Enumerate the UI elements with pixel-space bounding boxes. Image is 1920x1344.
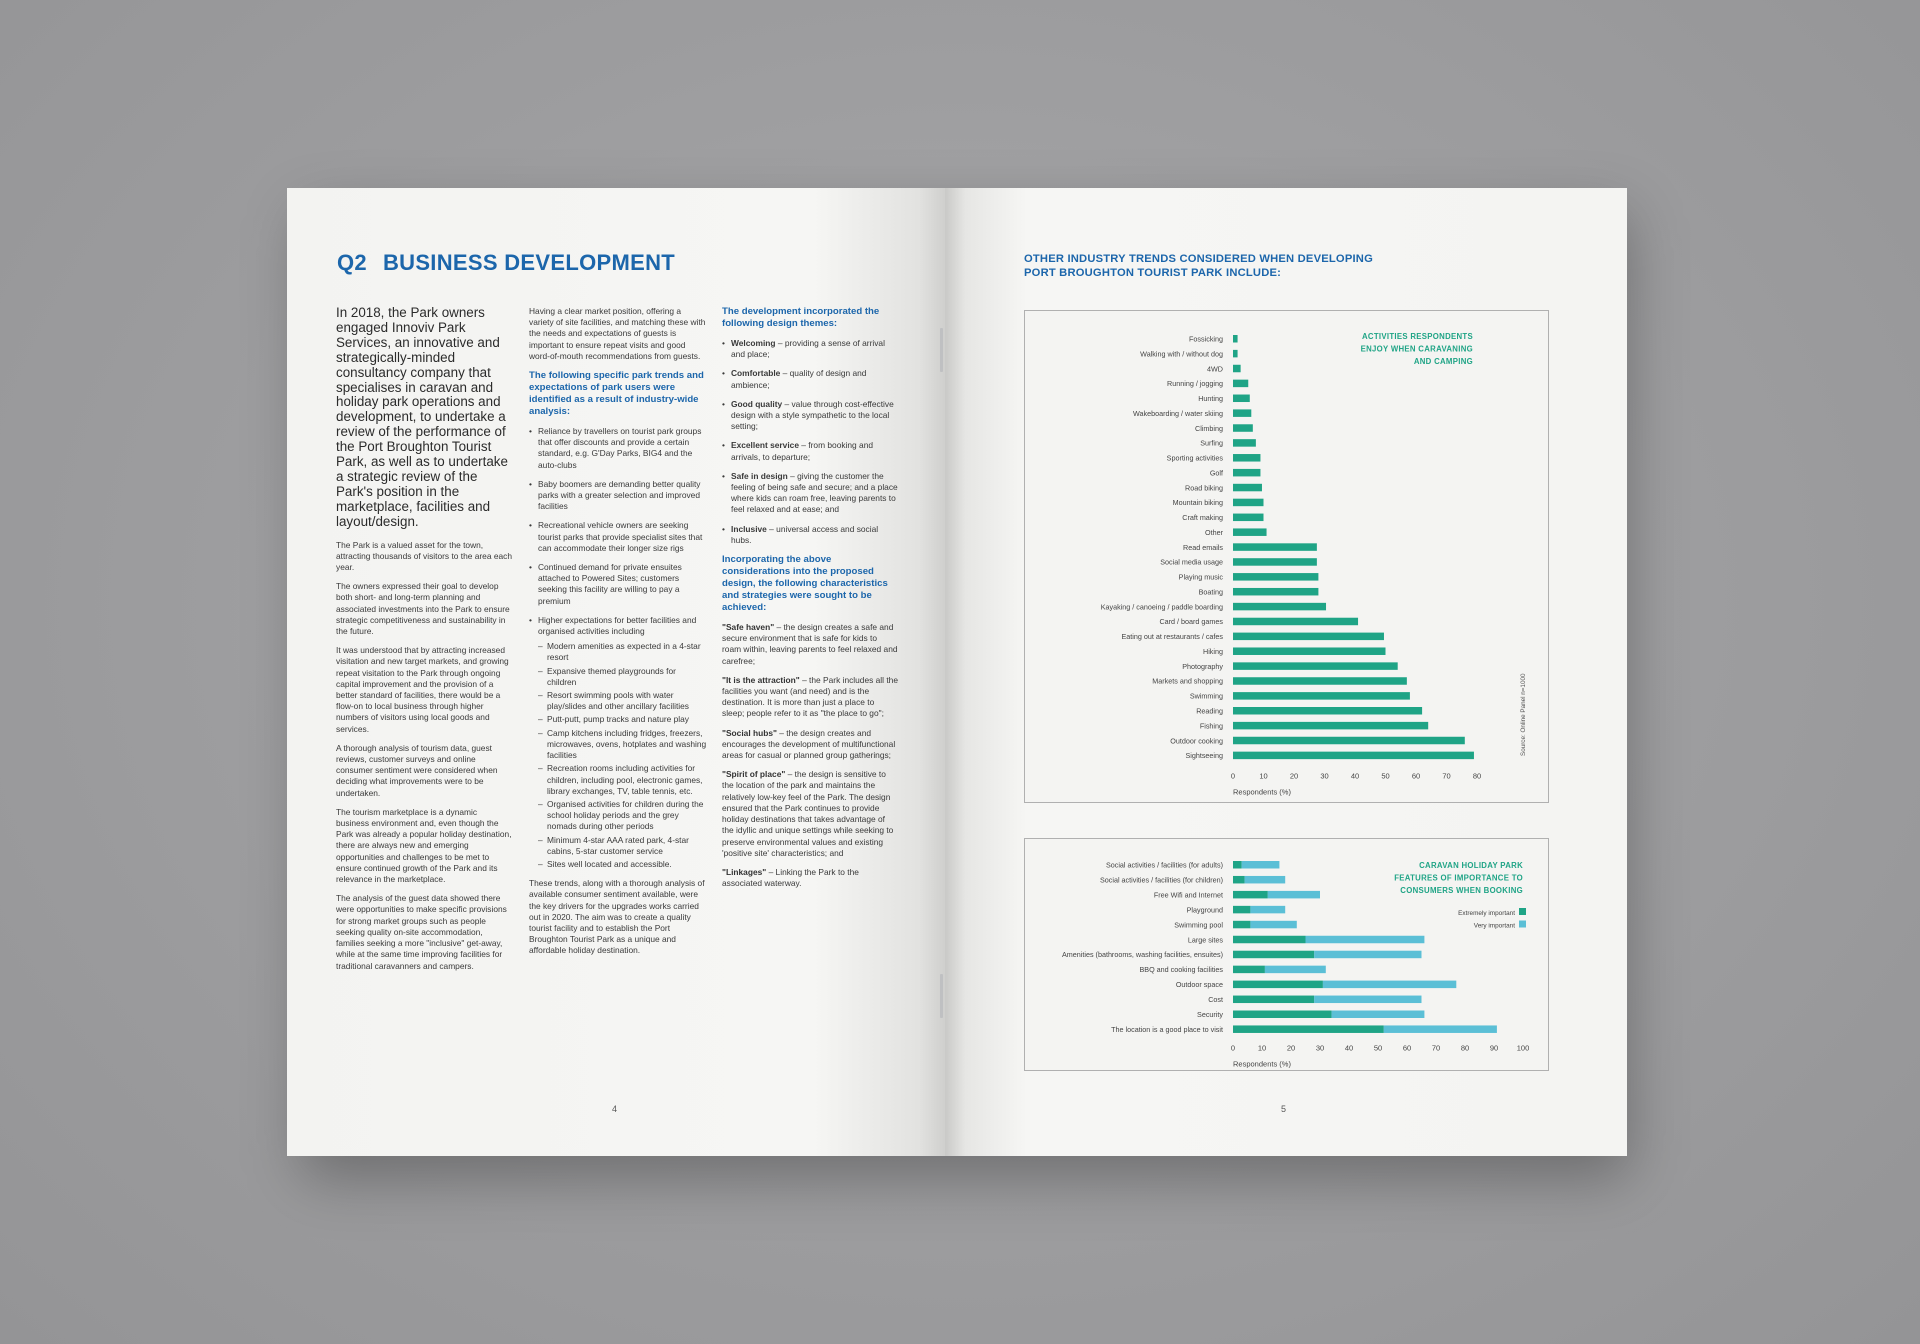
bar-segment — [1233, 951, 1314, 959]
bar-segment — [1233, 1011, 1332, 1019]
category-label: Craft making — [1182, 513, 1223, 523]
subheading-trends: The following specific park trends and expectations of park users were identified as a result of industry-wide analysis: — [529, 370, 704, 418]
activities-bar-chart — [1025, 311, 1548, 802]
legend-label: Extremely important — [1458, 910, 1515, 917]
category-label: Golf — [1209, 468, 1223, 478]
list-item — [529, 615, 707, 870]
category-label: Road biking — [1185, 483, 1223, 493]
bar-segment — [1233, 996, 1314, 1004]
category-label: Security — [1197, 1010, 1223, 1019]
sub-list-item: – Putt-putt, pump tracks and nature play — [538, 714, 707, 725]
bar — [1233, 514, 1264, 522]
category-label: Large sites — [1187, 935, 1223, 945]
bar — [1233, 737, 1465, 745]
bar — [1233, 558, 1317, 566]
bar-segment — [1233, 906, 1250, 914]
category-label: Outdoor cooking — [1170, 736, 1223, 746]
paragraph: A thorough analysis of tourism data, guest reviews, customer surveys and online consumer sentiment were considered when deciding what improvements were to be undertaken. — [336, 742, 498, 798]
list-item — [722, 440, 898, 462]
design-theme-list — [722, 338, 898, 546]
category-label: Eating out at restaurants / cafes — [1121, 632, 1223, 642]
features-stacked-bar-chart — [1025, 839, 1548, 1070]
bar — [1233, 335, 1238, 343]
list-item — [722, 399, 898, 433]
bar — [1233, 618, 1358, 626]
category-label: Swimming pool — [1174, 920, 1223, 930]
x-tick-label: 70 — [1431, 1043, 1441, 1053]
bar-segment — [1314, 996, 1421, 1004]
category-label: Fishing — [1199, 721, 1223, 731]
bar-segment — [1265, 966, 1326, 974]
theme-text: – providing a sense of arrival and place; — [731, 338, 885, 360]
sub-list-item: – Resort swimming pools with water play/slides and other ancillary facilities — [538, 690, 707, 712]
left-page — [287, 188, 945, 1156]
bar-segment — [1250, 906, 1285, 914]
bar-segment — [1242, 861, 1280, 869]
sub-list-item: – Minimum 4-star AAA rated park, 4-star cabins, 5-star customer service — [538, 835, 707, 857]
strategy-paragraph — [722, 867, 898, 889]
category-label: Running / jogging — [1167, 379, 1223, 389]
legend-swatch — [1519, 908, 1526, 915]
category-label: Playground — [1186, 905, 1223, 915]
category-label: Free Wifi and Internet — [1153, 890, 1223, 900]
list-item-text: Higher expectations for better facilities and organised activities including — [538, 614, 697, 637]
bar — [1233, 573, 1318, 581]
paragraph: It was understood that by attracting increased visitation and new target markets, and growing repeat visitation to the Park through ongoing capital improvement and the provision of a better standard of facilities, there would be a flow-on to local business through higher numbers of visitors using local goods and services. — [336, 645, 509, 734]
bar — [1233, 677, 1407, 685]
trends-heading-line: OTHER INDUSTRY TRENDS CONSIDERED WHEN DEVELOPING — [1024, 253, 1373, 265]
bar-segment — [1233, 861, 1242, 869]
x-tick-label: 0 — [1230, 771, 1236, 781]
activities-chart-panel — [1024, 310, 1549, 803]
category-label: Boating — [1198, 587, 1223, 597]
category-label: Social activities / facilities (for adults) — [1105, 860, 1223, 870]
trends-heading — [1024, 252, 1424, 280]
paragraph: Having a clear market position, offering a variety of site facilities, and matching these with the needs and expectations of guests is important to ensure repeat visits and good word-of-mouth recommendations from guests. — [529, 306, 706, 361]
sub-list-item: – Expansive themed playgrounds for children — [538, 666, 707, 688]
x-tick-label: 60 — [1402, 1043, 1412, 1053]
x-tick-label: 50 — [1381, 771, 1390, 781]
category-label: The location is a good place to visit — [1111, 1024, 1223, 1034]
bar — [1233, 499, 1264, 507]
strategy-label: "Spirit of place" — [722, 769, 786, 780]
category-label: Mountain biking — [1172, 498, 1223, 508]
chart-title-line: ACTIVITIES RESPONDENTS — [1361, 332, 1473, 341]
bar-segment — [1306, 936, 1425, 944]
category-label: Other — [1205, 527, 1223, 537]
trends-heading-line: PORT BROUGHTON TOURIST PARK INCLUDE: — [1024, 267, 1282, 279]
category-label: BBQ and cooking facilities — [1139, 965, 1223, 975]
bar — [1233, 350, 1238, 358]
bar-segment — [1250, 921, 1296, 929]
source-note: Source: Online Panel n=1000 — [1520, 673, 1527, 756]
category-label: Kayaking / canoeing / paddle boarding — [1100, 602, 1223, 612]
x-tick-label: 30 — [1315, 1043, 1325, 1053]
staple — [940, 974, 943, 1018]
bar — [1233, 603, 1326, 611]
bar — [1233, 380, 1248, 388]
sub-list-item: – Modern amenities as expected in a 4-star resort — [538, 641, 707, 663]
sub-list-item: – Sites well located and accessible. — [538, 859, 707, 870]
x-axis-label: Respondents (%) — [1233, 787, 1291, 797]
strategy-label: "Linkages" — [722, 866, 767, 877]
bar — [1233, 752, 1474, 760]
category-label: Playing music — [1178, 572, 1223, 582]
category-label: Wakeboarding / water skiing — [1132, 408, 1223, 418]
x-tick-label: 80 — [1472, 771, 1482, 781]
theme-text: – from booking and arrivals, to departure; — [731, 440, 874, 462]
bar — [1233, 707, 1422, 715]
bar — [1233, 484, 1262, 492]
list-item: • Reliance by travellers on tourist park groups that offer discounts and provide a certain standard, e.g. G'Day Parks, BIG4 and the auto-clubs — [529, 426, 707, 471]
bar-segment — [1323, 981, 1456, 989]
strategy-paragraph — [722, 728, 898, 762]
text-column-2 — [529, 306, 707, 965]
category-label: Card / board games — [1159, 617, 1223, 627]
bar-segment — [1332, 1011, 1425, 1019]
sub-list-item: – Recreation rooms including activities for children, including pool, electronic games, library exchanges, TV, table tennis, etc. — [538, 763, 707, 797]
x-tick-label: 10 — [1257, 1043, 1267, 1053]
x-tick-label: 30 — [1320, 771, 1329, 781]
category-label: Swimming — [1189, 691, 1223, 701]
category-label: Surfing — [1200, 438, 1223, 448]
text-column-1 — [336, 306, 512, 980]
theme-text: – quality of design and ambience; — [731, 368, 867, 390]
page-number: 4 — [612, 1104, 618, 1114]
bar-segment — [1233, 981, 1323, 989]
bar-segment — [1233, 1025, 1384, 1033]
paragraph: The owners expressed their goal to develop both short- and long-term planning and associated investments into the Park to ensure strategic competitiveness and sustainability in the future. — [336, 581, 510, 637]
x-tick-label: 50 — [1373, 1043, 1383, 1053]
bar — [1233, 409, 1251, 417]
legend-label: Very important — [1473, 922, 1515, 930]
theme-label: Welcoming — [731, 338, 776, 348]
bar-segment — [1245, 876, 1286, 884]
strategy-label: "It is the attraction" — [722, 674, 800, 685]
category-label: Sightseeing — [1185, 751, 1223, 761]
list-item — [722, 471, 898, 516]
bar — [1233, 395, 1250, 403]
list-item — [722, 338, 898, 360]
strategy-text: – the design is sensitive to the location of the park and maintains the relatively low-key feel of the Park. The design ensured that the Park continues to provide holiday destinations that takes advantage of the idyllic and unique settings while seeking to preserve environmental values and existing 'positive site' characteristics; and — [722, 769, 894, 858]
strategy-paragraph — [722, 622, 898, 667]
sub-list-item: – Camp kitchens including fridges, freezers, microwaves, ovens, hotplates and washing facilities — [538, 728, 707, 762]
chart-title-line: FEATURES OF IMPORTANCE TO — [1394, 873, 1523, 883]
category-label: Photography — [1182, 661, 1223, 671]
subheading-design-themes: The development incorporated the following design themes: — [722, 306, 880, 329]
category-label: Reading — [1196, 706, 1223, 716]
strategy-paragraph — [722, 675, 898, 720]
bar-segment — [1233, 921, 1250, 929]
bar — [1233, 633, 1384, 641]
category-label: Cost — [1208, 995, 1223, 1005]
strategy-text: – Linking the Park to the associated waterway. — [722, 866, 859, 889]
theme-text: – value through cost-effective design with a style sympathetic to the local setting; — [731, 398, 894, 432]
category-label: Markets and shopping — [1152, 676, 1223, 686]
theme-label: Comfortable — [731, 368, 781, 379]
theme-label: Good quality — [731, 398, 783, 409]
category-label: Social activities / facilities (for children) — [1099, 875, 1223, 885]
right-page — [945, 188, 1627, 1156]
bar-segment — [1233, 876, 1245, 884]
category-label: Climbing — [1195, 423, 1223, 433]
chart-title-line: CARAVAN HOLIDAY PARK — [1419, 861, 1523, 870]
strategy-label: "Social hubs" — [722, 727, 777, 738]
theme-label: Safe in design — [731, 470, 788, 481]
bar — [1233, 692, 1410, 700]
chart-title-line: ENJOY WHEN CARAVANING — [1360, 344, 1473, 354]
category-label: 4WD — [1207, 364, 1223, 374]
bar — [1233, 424, 1253, 432]
strategy-text: – the design creates and encourages the development of multifunctional areas for casual or planned group gatherings; — [722, 727, 896, 761]
bar-segment — [1268, 891, 1320, 899]
section-number: Q2 — [337, 250, 367, 275]
page-title — [337, 250, 675, 276]
subheading-strategies: Incorporating the above considerations into the proposed design, the following characteristics and strategies were sought to be achieved: — [722, 554, 888, 614]
paragraph: The analysis of the guest data showed there were opportunities to make specific provisions for strong market groups such as people seeking quality on-site accommodation, families seeking a more "inclusive" get-away, while at the same time improving facilities for traditional caravanners and campers. — [336, 893, 507, 971]
category-label: Amenities (bathrooms, washing facilities, ensuites) — [1062, 950, 1223, 960]
x-tick-label: 60 — [1411, 771, 1421, 781]
x-tick-label: 20 — [1289, 771, 1299, 781]
x-tick-label: 90 — [1489, 1043, 1499, 1053]
x-tick-label: 40 — [1344, 1043, 1354, 1053]
category-label: Sporting activities — [1166, 453, 1223, 463]
chart-title-line: CONSUMERS WHEN BOOKING — [1400, 886, 1523, 895]
bar — [1233, 365, 1241, 373]
strategy-text: – the design creates a safe and secure environment that is safe for kids to roam within, leaving parents to feel relaxed and carefree; — [722, 622, 898, 666]
strategy-label: "Safe haven" — [722, 622, 775, 633]
trend-list — [529, 426, 707, 870]
bar — [1233, 588, 1318, 596]
bar — [1233, 469, 1260, 477]
strategy-paragraph — [722, 769, 898, 859]
x-tick-label: 10 — [1259, 771, 1268, 781]
staple — [940, 328, 943, 372]
x-tick-label: 80 — [1460, 1043, 1470, 1053]
x-tick-label: 40 — [1350, 771, 1360, 781]
bar — [1233, 528, 1267, 536]
category-label: Walking with / without dog — [1140, 349, 1223, 359]
section-title: BUSINESS DEVELOPMENT — [382, 250, 675, 275]
theme-text: – giving the customer the feeling of being safe and secure; and a place where kids can roam free, leaving parents to feel relaxed and at ease; and — [731, 470, 898, 515]
bar-segment — [1233, 891, 1268, 899]
bar — [1233, 647, 1386, 655]
list-item — [722, 524, 898, 546]
x-axis-label: Respondents (%) — [1233, 1059, 1291, 1069]
x-tick-label: 0 — [1230, 1043, 1236, 1053]
theme-label: Inclusive — [731, 523, 767, 534]
category-label: Fossicking — [1189, 334, 1223, 344]
text-column-3 — [722, 306, 898, 897]
category-label: Outdoor space — [1175, 980, 1223, 990]
x-tick-label: 20 — [1286, 1043, 1296, 1053]
lead-paragraph: In 2018, the Park owners engaged Innoviv Park Services, an innovative and strategically-minded consultancy company that specialises in caravan and holiday park operations and development, to undertake a review of the performance of the Port Broughton Tourist Park, as well as to undertake a strategic review of the Park's position in the marketplace, facilities and layout/design. — [336, 305, 508, 529]
theme-label: Excellent service — [731, 440, 799, 451]
list-item: • Continued demand for private ensuites attached to Powered Sites; customers seeking this facility are willing to pay a premium — [529, 562, 707, 607]
paragraph: The tourism marketplace is a dynamic business environment and, even though the Park was already a popular holiday destination, there are always new and emerging opportunities and challenges to be met to ensure continued growth of the Park and its relevance in the marketplace. — [336, 806, 512, 885]
sub-list-item: – Organised activities for children during the school holiday periods and the grey nomads during other periods — [538, 799, 707, 833]
list-item: • Recreational vehicle owners are seeking tourist parks that provide specialist sites that can accommodate their longer size rigs — [529, 520, 707, 554]
bar-segment — [1314, 951, 1421, 959]
bar — [1233, 662, 1398, 670]
x-tick-label: 70 — [1442, 771, 1451, 781]
category-label: Read emails — [1183, 542, 1223, 552]
list-item: • Baby boomers are demanding better quality parks with a greater selection and improved facilities — [529, 479, 707, 513]
sub-list — [538, 641, 707, 870]
bar — [1233, 722, 1428, 730]
category-label: Social media usage — [1160, 557, 1223, 567]
x-tick-label: 100 — [1516, 1043, 1530, 1053]
features-chart-panel — [1024, 838, 1549, 1071]
category-label: Hiking — [1203, 646, 1223, 656]
bar-segment — [1233, 966, 1265, 974]
paragraph: These trends, along with a thorough analysis of available consumer sentiment available, were the key drivers for the upgrades works carried out in 2020. The aim was to create a quality tourist facility and to establish the Port Broughton Tourist Park as a unique and affordable holiday destination. — [529, 878, 705, 956]
legend-swatch — [1519, 921, 1526, 928]
bar — [1233, 454, 1260, 462]
chart-title-line: AND CAMPING — [1413, 357, 1473, 366]
bar-segment — [1384, 1025, 1497, 1033]
strategy-text: – the Park includes all the facilities you want (and need) and is the destination. It is more than just a place to sleep; people refer to it as "the place to go"; — [722, 674, 898, 719]
bar — [1233, 439, 1256, 447]
theme-text: – universal access and social hubs. — [731, 523, 879, 545]
paragraph: The Park is a valued asset for the town, attracting thousands of visitors to the area each year. — [336, 539, 512, 572]
bar — [1233, 543, 1317, 551]
page-number: 5 — [1281, 1104, 1287, 1114]
category-label: Hunting — [1198, 394, 1223, 404]
bar-segment — [1233, 936, 1306, 944]
list-item — [722, 368, 898, 390]
